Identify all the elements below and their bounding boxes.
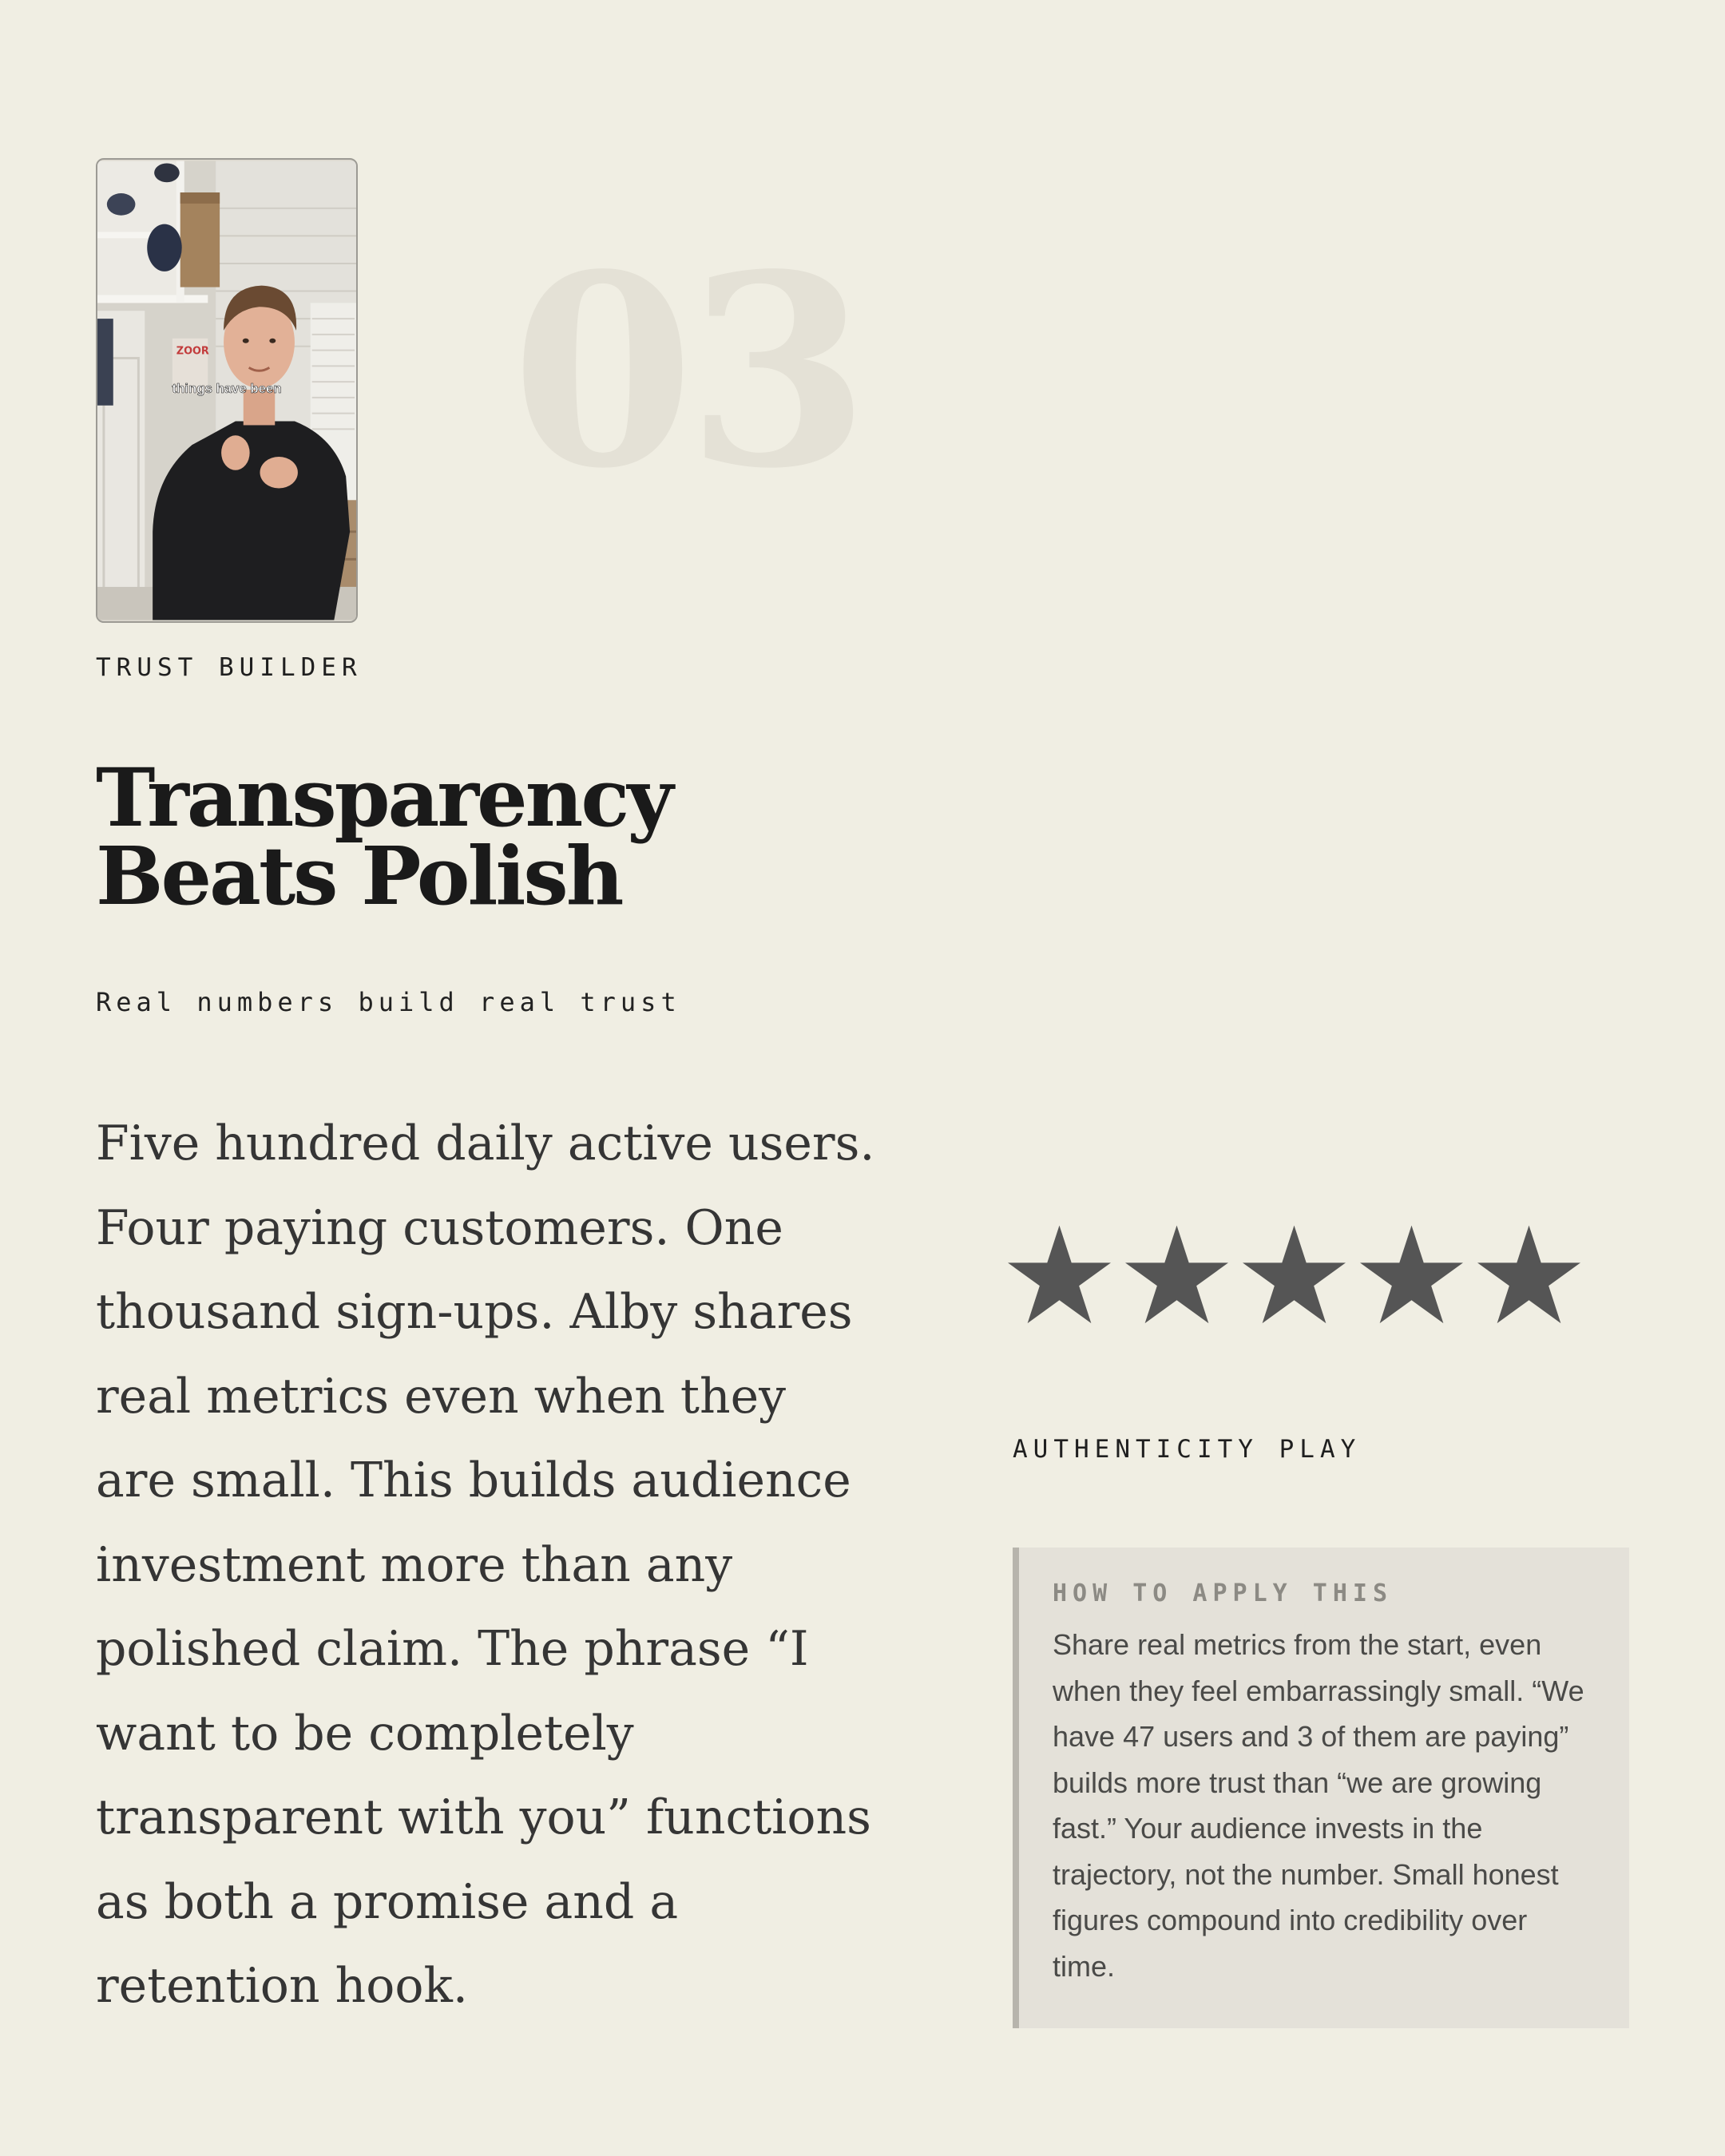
star-icon [1008, 1225, 1111, 1325]
callout-text: Share real metrics from the start, even when they feel embarrassingly small. “We have 47 users and 3 of them are paying” builds more trust than “we are growing fast.” Your audience invests in the trajectory, not the number. Small honest figures compound into credibility over time. [1053, 1628, 1584, 1983]
section-number-watermark: 03 [511, 216, 862, 526]
body-paragraph: Five hundred daily active users. Four paying customers. One thousand sign-ups. Alby shares real metrics even when they are small. This builds audience investment more than any polished claim. The phrase “I want to be completely transparent with you” functions as both a promise and a retention hook. [96, 1116, 875, 2014]
star-rating [1008, 1225, 1580, 1325]
video-thumbnail[interactable] [96, 158, 358, 623]
poster-text: ZOOR [176, 345, 209, 358]
category-label: TRUST BUILDER [96, 653, 363, 682]
star-icon [1125, 1225, 1228, 1325]
star-icon [1360, 1225, 1463, 1325]
play-label: AUTHENTICITY PLAY [1013, 1435, 1362, 1464]
video-caption: things have been [172, 380, 282, 396]
how-to-apply-callout [1013, 1548, 1629, 2028]
star-icon [1477, 1225, 1580, 1325]
callout-heading: HOW TO APPLY THIS [1053, 1579, 1394, 1607]
star-icon [1243, 1225, 1346, 1325]
page-title: Transparency Beats Polish [96, 751, 672, 923]
tagline: Real numbers build real trust [96, 987, 681, 1017]
video-frame-illustration [97, 160, 356, 621]
